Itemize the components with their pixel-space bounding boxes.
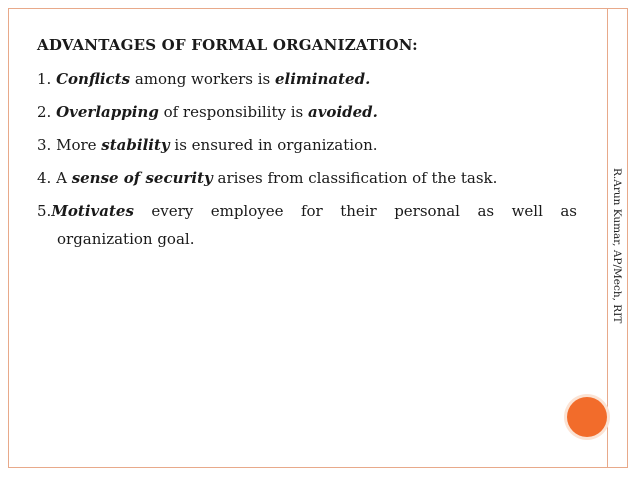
point-5-continuation: organization goal. [57, 230, 195, 248]
point-2 [37, 101, 577, 123]
author-side-text: R.Arun Kumar, AP/Mech, RIT [611, 168, 623, 324]
point-number: 2. [37, 103, 57, 121]
point-text: arises from classification of the task. [212, 169, 498, 187]
point-text: among workers is [130, 70, 275, 88]
point-emphasis-2: avoided. [308, 103, 378, 121]
point-number: 5. [37, 202, 52, 220]
point-number: 3. More [37, 136, 102, 154]
point-4 [37, 167, 577, 189]
point-5 [37, 200, 577, 222]
point-1 [37, 68, 577, 90]
point-text: of responsibility is [158, 103, 308, 121]
point-emphasis: Motivates [51, 202, 134, 220]
right-strip-divider [607, 8, 608, 468]
point-text: every employee for their personal as well as [133, 202, 577, 220]
point-emphasis-2: eliminated. [274, 70, 371, 88]
point-emphasis: stability [101, 136, 170, 154]
point-number: 4. A [37, 169, 72, 187]
point-3 [37, 134, 577, 156]
slide-content [37, 36, 577, 250]
point-emphasis: Conflicts [56, 70, 131, 88]
decorative-orange-circle [567, 397, 607, 437]
slide-heading: ADVANTAGES OF FORMAL ORGANIZATION: [37, 36, 418, 54]
point-text: is ensured in organization. [169, 136, 378, 154]
point-emphasis: Overlapping [56, 103, 159, 121]
point-emphasis: sense of security [71, 169, 213, 187]
point-number: 1. [37, 70, 57, 88]
